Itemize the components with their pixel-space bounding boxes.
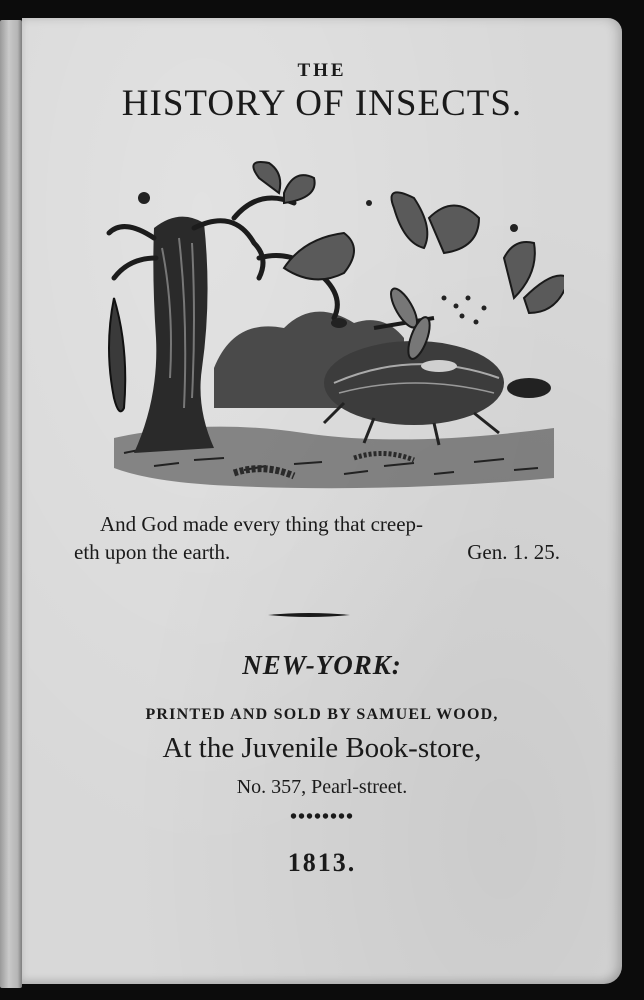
book-title: HISTORY OF INSECTS. bbox=[121, 83, 523, 124]
title-article: THE bbox=[297, 60, 347, 81]
caption-line-2-row bbox=[74, 538, 574, 566]
book-spine bbox=[0, 20, 22, 988]
caption-line-1: And God made every thing that creep- bbox=[100, 512, 424, 536]
imprint-address: No. 357, Pearl-street. bbox=[236, 776, 408, 798]
scripture-caption bbox=[74, 510, 574, 566]
caption-line-2: eth upon the earth. bbox=[74, 540, 231, 564]
imprint-year: 1813. bbox=[287, 848, 357, 877]
title-page bbox=[22, 18, 622, 984]
imprint-place: NEW-YORK: bbox=[242, 650, 402, 680]
woodcut-insects-icon bbox=[84, 148, 564, 498]
dotted-divider: •••••••• bbox=[289, 806, 354, 828]
imprint-printer: PRINTED AND SOLD BY SAMUEL WOOD, bbox=[145, 706, 499, 723]
imprint-store: At the Juvenile Book-store, bbox=[162, 732, 482, 764]
scripture-reference: Gen. 1. 25. bbox=[467, 540, 560, 564]
ornamental-rule bbox=[268, 612, 350, 618]
